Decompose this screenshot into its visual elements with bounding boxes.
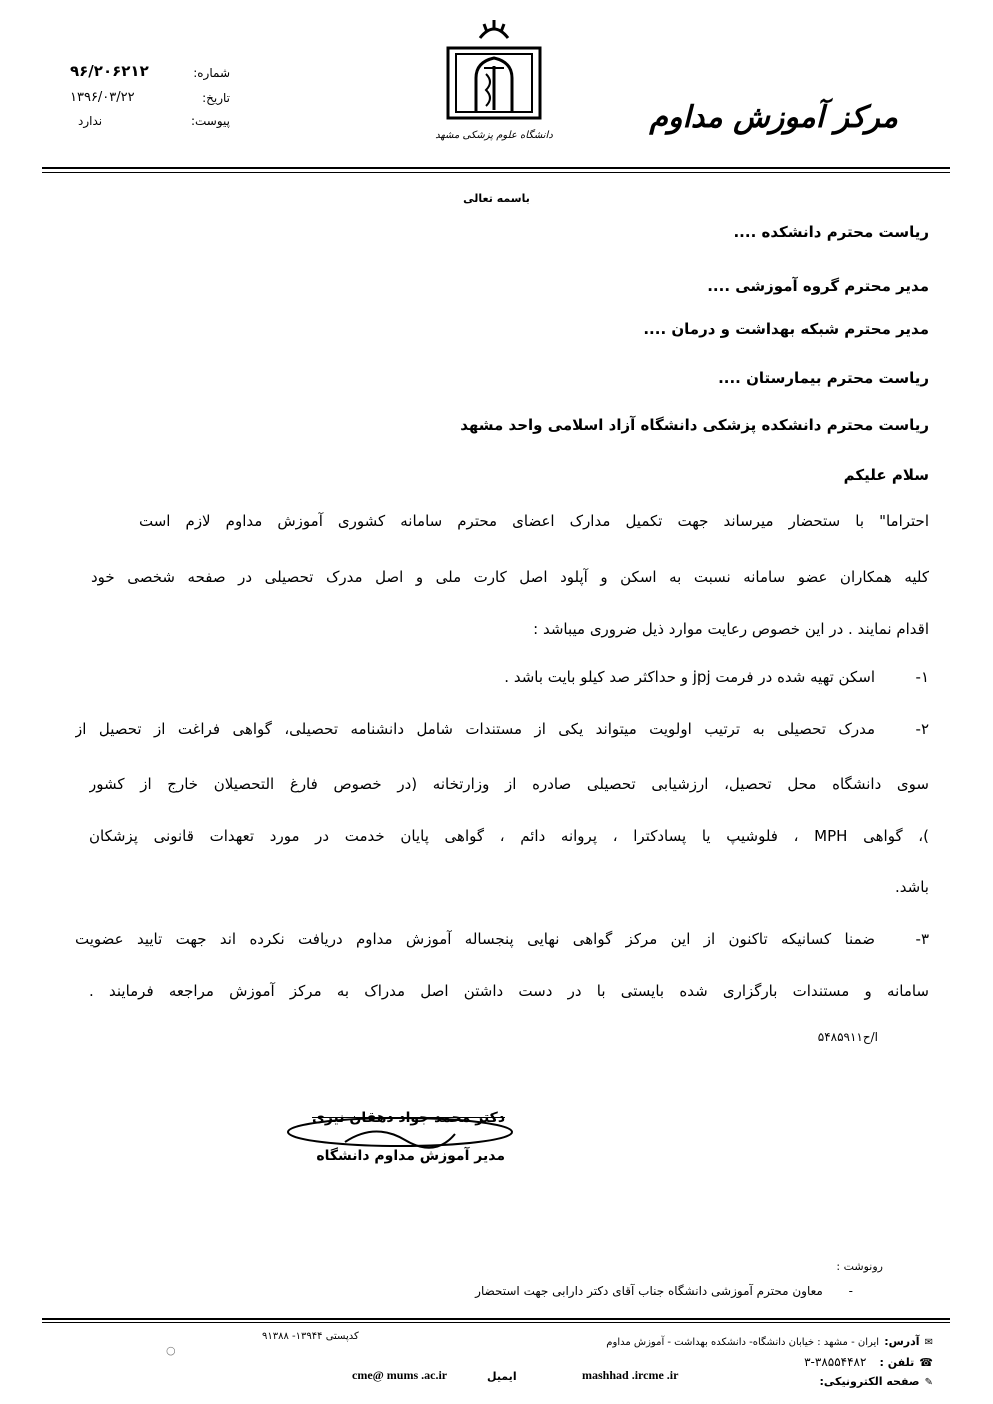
header-divider: [42, 167, 950, 169]
address-label: آدرس:: [884, 1335, 920, 1348]
cc-bullet: -: [848, 1284, 853, 1298]
website-icon: ✎: [924, 1377, 933, 1388]
item-line: ضمنا کسانیکه تاکنون از این مرکز گواهی نهایی پنجساله آموزش مداوم دریافت نکرده اند جهت تایید عضویت: [75, 930, 875, 948]
footer-divider-thin: [42, 1322, 950, 1323]
item-number: ۲-: [915, 720, 929, 738]
item-line: سامانه و مستندات بارگزاری شده بایستی با در دست داشتن اصل مدراک به مرکز آموزش مراجعه فرمایند .: [89, 982, 929, 1000]
signatory-name: دکتر محمد جواد دهقان نیری: [311, 1110, 505, 1126]
addressee: مدیر محترم شبکه بهداشت و درمان ....: [643, 320, 929, 338]
greeting: سلام علیکم: [843, 466, 929, 484]
website-label: صفحه الکترونیکی:: [819, 1375, 920, 1388]
item-line: )، گواهی MPH ، فلوشیپ یا پسادکترا ، پروانه دائم ، گواهی پایان خدمت در مورد تعهدات قانونی پزشکان: [89, 827, 929, 845]
item-line: اسکن تهیه شده در فرمت jpj و حداکثر صد کیلو بایت باشد .: [504, 668, 875, 686]
letter-metadata: [60, 62, 230, 136]
footer-phone: [804, 1351, 933, 1370]
attachment-label: پیوست:: [190, 114, 230, 128]
signatory-title: مدیر آموزش مداوم دانشگاه: [316, 1148, 505, 1164]
logo-emblem-icon: [428, 18, 560, 148]
date-label: تاریخ:: [202, 91, 230, 105]
addressee: مدیر محترم گروه آموزشی ....: [707, 277, 929, 295]
footer-divider: [42, 1318, 950, 1320]
paragraph-line: کلیه همکاران عضو سامانه نسبت به اسکن و آپلود اصل کارت ملی و اصل مدرک تحصیلی در صفحه شخصی خود: [91, 568, 929, 586]
reference-code: ا/ح۵۴۸۵۹۱۱: [817, 1030, 878, 1044]
signature-block: [290, 1110, 505, 1170]
phone-number: ۳۸۵۵۴۴۸۲-۳: [804, 1355, 867, 1369]
item-line: باشد.: [895, 878, 929, 896]
attachment-value: ندارد: [78, 114, 103, 128]
cc-label: رونوشت :: [836, 1260, 883, 1273]
scan-mark-icon: ○: [166, 1344, 176, 1357]
item-number: ۳-: [915, 930, 929, 948]
email-label: ایمیل: [487, 1370, 517, 1383]
address-text: ایران - مشهد : خیابان دانشگاه- دانشکده بهداشت - آموزش مداوم: [606, 1337, 880, 1348]
envelope-icon: ✉: [924, 1337, 933, 1348]
addressee: ریاست محترم دانشکده ....: [733, 223, 929, 241]
letter-date: ۱۳۹۶/۰۳/۲۲: [70, 90, 135, 105]
item-number: ۱-: [915, 668, 929, 686]
letter-number: ۹۶/۲۰۶۲۱۲: [70, 62, 149, 80]
cc-item-text: معاون محترم آموزشی دانشگاه جناب آقای دکتر دارابی جهت استحضار: [475, 1284, 823, 1298]
item-line: سوی دانشگاه محل تحصیل، ارزشیابی تحصیلی صادره از وزارتخانه (در خصوص فارغ التحصیلان خارج از کشور: [89, 775, 929, 793]
postal-code: کدپستی ۱۳۹۴۴- ۹۱۳۸۸: [262, 1331, 359, 1342]
header-divider-thin: [42, 172, 950, 173]
bismillah: باسمه تعالی: [463, 192, 530, 205]
number-label: شماره:: [193, 66, 230, 80]
logo-text: دانشگاه علوم پزشکی مشهد: [435, 130, 553, 141]
paragraph-line: اقدام نمایند . در این خصوص رعایت موارد ذیل ضروری میباشد :: [533, 620, 929, 638]
footer-address: [606, 1330, 933, 1349]
cc-item: [475, 1284, 853, 1298]
addressee: ریاست محترم بیمارستان ....: [718, 369, 929, 387]
phone-icon: ☎: [919, 1356, 933, 1369]
addressee: ریاست محترم دانشکده پزشکی دانشگاه آزاد اسلامی واحد مشهد: [460, 416, 929, 434]
center-title: مرکز آموزش مداوم: [649, 100, 898, 135]
website-link[interactable]: mashhad .ircme .ir: [582, 1368, 679, 1382]
email-link[interactable]: cme@ mums .ac.ir: [352, 1368, 448, 1382]
phone-label: تلفن :: [879, 1356, 915, 1369]
item-line: مدرک تحصیلی به ترتیب اولویت میتواند یکی از مستندات شامل دانشنامه تحصیلی، گواهی فراغت از تحصیل از: [75, 720, 875, 738]
university-logo: [428, 18, 560, 148]
paragraph-line: احتراما" با ستحضار میرساند جهت تکمیل مدارک اعضای محترم سامانه کشوری آموزش مداوم لازم است: [139, 512, 929, 530]
footer-website: [820, 1370, 933, 1389]
